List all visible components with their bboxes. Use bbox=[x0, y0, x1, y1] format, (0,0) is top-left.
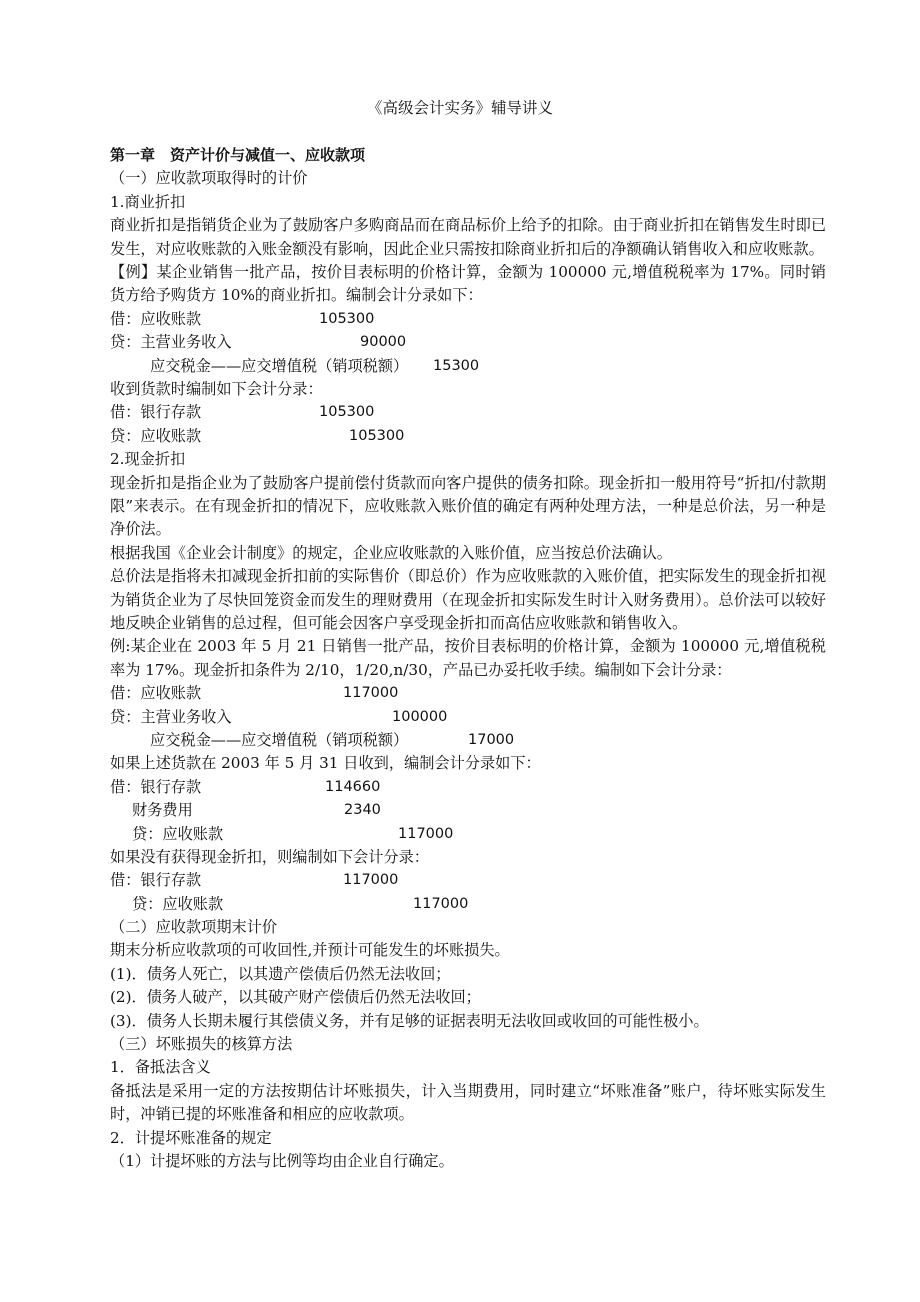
paragraph: 期末分析应收款项的可收回性,并预计可能发生的坏账损失。 bbox=[110, 941, 510, 960]
entry-account: 贷：应收账款 bbox=[132, 894, 224, 913]
entry-account: 应交税金——应交增值税（销项税额） bbox=[150, 730, 409, 749]
journal-entry-line bbox=[110, 682, 826, 705]
document-body bbox=[110, 144, 826, 1173]
example-paragraph: 【例】某企业销售一批产品，按价目表标明的价格计算，金额为 100000 元,增值税税率为 17%。同时销货方给予购货方 10%的商业折扣。编制会计分录如下： bbox=[110, 262, 826, 305]
entry-amount: 117000 bbox=[398, 825, 454, 842]
entry-account: 应交税金——应交增值税（销项税额） bbox=[150, 356, 409, 375]
entry-amount: 105300 bbox=[319, 310, 375, 327]
entry-account: 借：应收账款 bbox=[110, 309, 202, 328]
journal-entry-line bbox=[110, 799, 826, 822]
paragraph: 如果上述货款在 2003 年 5 月 31 日收到，编制会计分录如下： bbox=[110, 754, 541, 773]
paragraph: 收到货款时编制如下会计分录： bbox=[110, 379, 323, 398]
journal-entry-line bbox=[110, 729, 826, 752]
entry-account: 贷：主营业务收入 bbox=[110, 707, 232, 726]
entry-amount: 117000 bbox=[413, 895, 469, 912]
entry-amount: 90000 bbox=[360, 334, 407, 351]
subsection-heading: 2.现金折扣 bbox=[110, 450, 186, 469]
entry-amount: 2340 bbox=[344, 802, 381, 819]
journal-entry-line bbox=[110, 776, 826, 799]
entry-amount: 100000 bbox=[392, 708, 448, 725]
section-heading: （三）坏账损失的核算方法 bbox=[110, 1035, 293, 1054]
entry-account: 财务费用 bbox=[132, 801, 193, 820]
entry-account: 贷：应收账款 bbox=[132, 824, 224, 843]
list-item: (1)．债务人死亡，以其遗产偿债后仍然无法收回； bbox=[110, 964, 451, 983]
entry-account: 借：银行存款 bbox=[110, 871, 202, 890]
journal-entry-line bbox=[110, 425, 826, 448]
entry-amount: 114660 bbox=[325, 778, 381, 795]
subsection-heading: 1．备抵法含义 bbox=[110, 1058, 211, 1077]
journal-entry-line bbox=[110, 355, 826, 378]
entry-account: 贷：主营业务收入 bbox=[110, 333, 232, 352]
entry-amount: 117000 bbox=[343, 685, 399, 702]
entry-amount: 15300 bbox=[433, 357, 480, 374]
entry-account: 借：银行存款 bbox=[110, 777, 202, 796]
paragraph: 商业折扣是指销货企业为了鼓励客户多购商品而在商品标价上给予的扣除。由于商业折扣在销售发生时即已发生，对应收账款的入账金额没有影响，因此企业只需按扣除商业折扣后的净额确认销售收入和应收账款。 bbox=[110, 216, 826, 258]
entry-amount: 105300 bbox=[319, 404, 375, 421]
paragraph: 如果没有获得现金折扣，则编制如下会计分录： bbox=[110, 847, 429, 866]
journal-entry-line bbox=[110, 893, 826, 916]
journal-entry-line bbox=[110, 401, 826, 424]
paragraph: 总价法是指将未扣减现金折扣前的实际售价（即总价）作为应收账款的入账价值，把实际发生的现金折扣视为销货企业为了尽快回笼资金而发生的理财费用（在现金折扣实际发生时计入财务费用）。总价法可以较好地反映企业销售的总过程，但可能会因客户享受现金折扣而高估应收账款和销售收入。 bbox=[110, 567, 826, 632]
paragraph: 根据我国《企业会计制度》的规定，企业应收账款的入账价值，应当按总价法确认。 bbox=[110, 543, 672, 562]
paragraph: 现金折扣是指企业为了鼓励客户提前偿付货款而向客户提供的债务扣除。现金折扣一般用符号“折扣/付款期限”来表示。在有现金折扣的情况下，应收账款入账价值的确定有两种处理方法，一种是总价法，另一种是净价法。 bbox=[110, 473, 826, 539]
document-title: 《高级会计实务》辅导讲义 bbox=[366, 99, 553, 117]
subsection-heading: 1.商业折扣 bbox=[110, 192, 186, 211]
section-heading: （二）应收款项期末计价 bbox=[110, 918, 278, 937]
journal-entry-line bbox=[110, 823, 826, 846]
chapter-heading: 第一章 资产计价与减值一、应收款项 bbox=[110, 146, 366, 164]
list-item: （1）计提坏账的方法与比例等均由企业自行确定。 bbox=[110, 1152, 454, 1171]
subsection-heading: 2．计提坏账准备的规定 bbox=[110, 1128, 272, 1147]
entry-amount: 117000 bbox=[343, 872, 399, 889]
entry-account: 借：应收账款 bbox=[110, 684, 202, 703]
example-paragraph: 例:某企业在 2003 年 5 月 21 日销售一批产品，按价目表标明的价格计算，金额为 100000 元,增值税税率为 17%。现金折扣条件为 2/10，1/20,n/30，产品已办妥托收手续。编制如下会计分录： bbox=[110, 637, 826, 679]
list-item: (2)．债务人破产，以其破产财产偿债后仍然无法收回； bbox=[110, 988, 481, 1007]
entry-amount: 105300 bbox=[349, 427, 405, 444]
list-item: (3)．债务人长期未履行其偿债义务，并有足够的证据表明无法收回或收回的可能性极小。 bbox=[110, 1011, 709, 1030]
entry-account: 借：银行存款 bbox=[110, 403, 202, 422]
journal-entry-line bbox=[110, 331, 826, 354]
section-heading: （一）应收款项取得时的计价 bbox=[110, 169, 308, 188]
journal-entry-line bbox=[110, 308, 826, 331]
entry-amount: 17000 bbox=[468, 731, 515, 748]
journal-entry-line bbox=[110, 869, 826, 892]
paragraph: 备抵法是采用一定的方法按期估计坏账损失，计入当期费用，同时建立“坏账准备”账户，待坏账实际发生时，冲销已提的坏账准备和相应的应收款项。 bbox=[110, 1081, 826, 1124]
journal-entry-line bbox=[110, 706, 826, 729]
entry-account: 贷：应收账款 bbox=[110, 426, 202, 445]
